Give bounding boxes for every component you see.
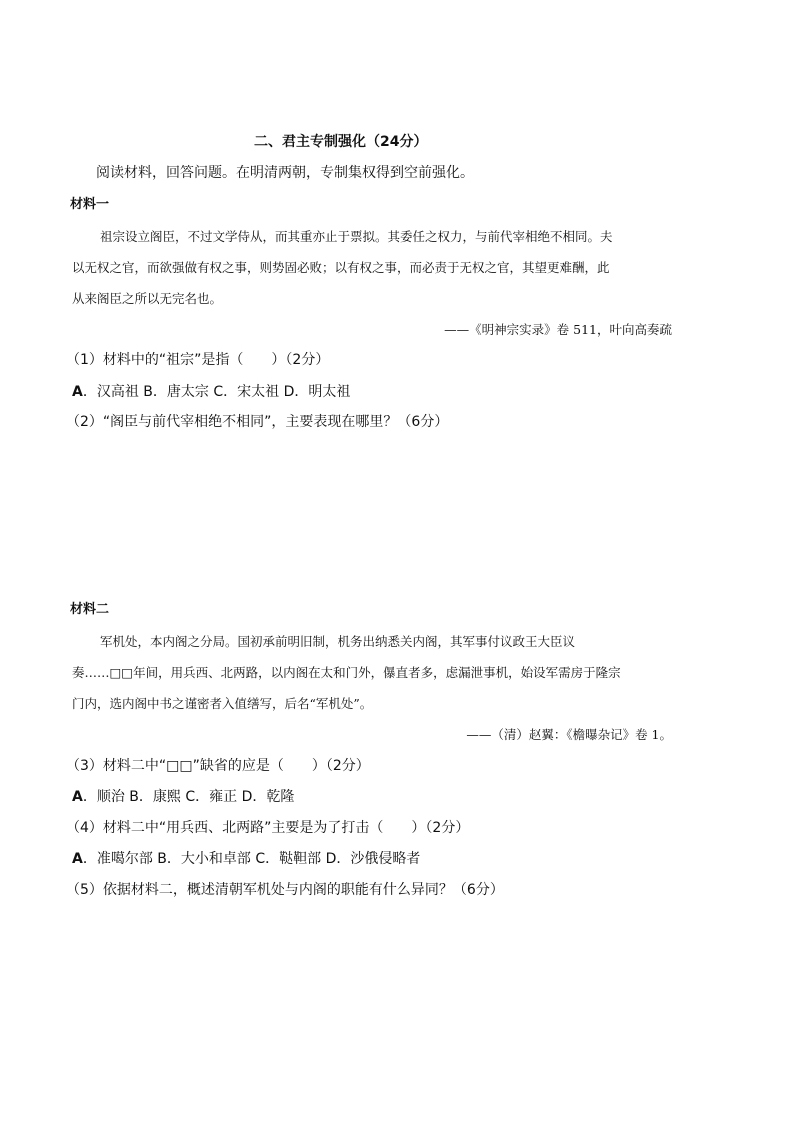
- options-text: ．顺治 B．康熙 C．雍正 D．乾隆: [82, 789, 295, 805]
- material2-line: 军机处，本内阁之分局。国初承前明旧制，机务出纳悉关内阁，其军事付议政王大臣议: [100, 634, 576, 649]
- question-4-options: [72, 849, 420, 869]
- option-a-letter: A: [72, 384, 83, 400]
- options-text: ．汉高祖 B．唐太宗 C．宋太祖 D．明太祖: [82, 384, 351, 400]
- material1-line: 从来阁臣之所以无完名也。: [72, 291, 223, 306]
- question-2: （2）“阁臣与前代宰相绝不相同”，主要表现在哪里？（6分）: [66, 414, 449, 430]
- material1-line: 以无权之官，而欲强做有权之事，则势固必败；以有权之事，而必责于无权之官，其望更难酬，此: [72, 260, 610, 275]
- option-a-letter: A: [72, 789, 83, 805]
- question-3-options: [72, 787, 294, 807]
- question-4: （4）材料二中“用兵西、北两路”主要是为了打击（ ）（2分）: [66, 820, 470, 836]
- question-1-options: [72, 382, 350, 402]
- question-1: （1）材料中的“祖宗”是指（ ）（2分）: [66, 352, 330, 368]
- material2-line: 门内，选内阁中书之谨密者入值缮写，后名“军机处”。: [72, 696, 373, 711]
- question-3: （3）材料二中“□□”缺省的应是（ ）（2分）: [66, 758, 370, 774]
- material2-label: 材料二: [70, 602, 110, 617]
- options-text: ．准噶尔部 B．大小和卓部 C．鞑靼部 D．沙俄侵略者: [82, 851, 421, 867]
- material2-source: ——（清）赵翼：《檐曝杂记》卷 1。: [466, 727, 672, 742]
- material2-line: 奏……□□年间，用兵西、北两路，以内阁在太和门外，儤直者多，虑漏泄事机，始设军需房于隆宗: [72, 665, 621, 680]
- question-5: （5）依据材料二，概述清朝军机处与内阁的职能有什么异同？（6分）: [66, 882, 504, 898]
- material1-line: 祖宗设立阁臣，不过文学侍从，而其重亦止于票拟。其委任之权力，与前代宰相绝不相同。夫: [100, 229, 613, 244]
- material1-label: 材料一: [70, 197, 110, 212]
- intro-text: 阅读材料，回答问题。在明清两朝，专制集权得到空前强化。: [96, 165, 474, 181]
- material1-source: ——《明神宗实录》卷 511，叶向高奏疏: [444, 322, 672, 337]
- option-a-letter: A: [72, 851, 83, 867]
- section-title: 二、君主专制强化（24分）: [254, 134, 428, 150]
